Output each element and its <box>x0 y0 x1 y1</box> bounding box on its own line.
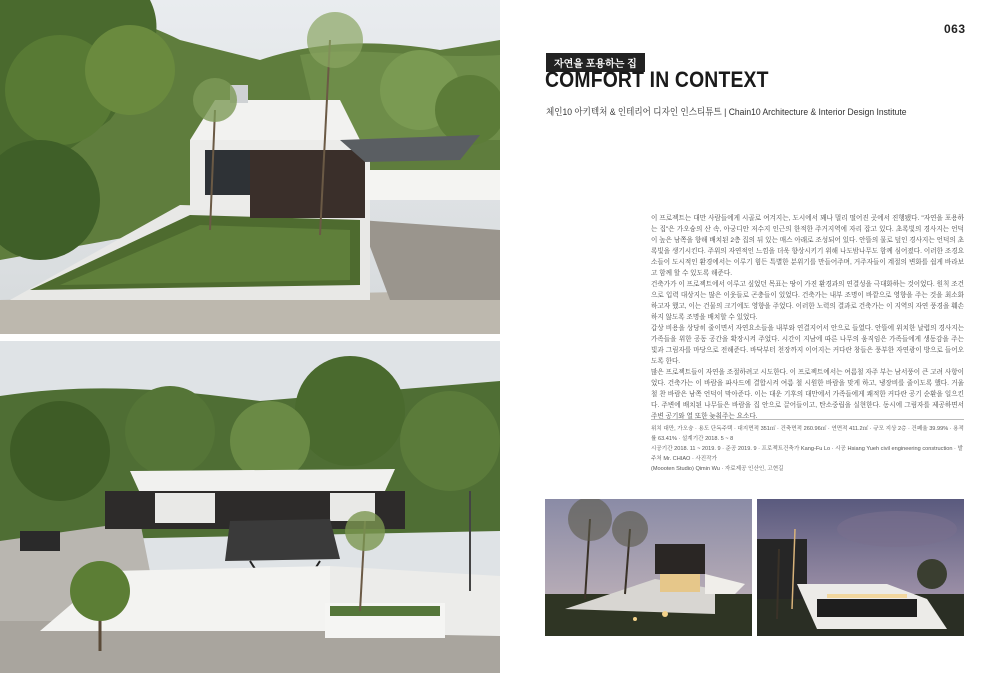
article-title: COMFORT IN CONTEXT <box>545 67 769 92</box>
project-info-line: 시공기간 2018. 11 ~ 2019. 9 · 준공 2019. 9 · 프로젝트건축가 Kang-Fu Lo · 시공 Hsiang Yueh civil engineering construction · 발주처 Mr. CHIAO · 사진작가 <box>651 446 963 462</box>
section-tag: 자연을 포용하는 집 <box>546 53 645 72</box>
article-body <box>651 213 964 422</box>
meta-divider <box>651 419 964 420</box>
dusk-photo-front <box>757 499 964 636</box>
dusk-photo-side <box>545 499 752 636</box>
article-subtitle: 체인10 아키텍처 & 인테리어 디자인 인스티튜트 | Chain10 Architecture & Interior Design Institute <box>546 107 907 118</box>
body-paragraph: 건축가가 이 프로젝트에서 이루고 싶었던 목표는 땅이 가진 환경과의 연결성을 극대화하는 것이었다. 원칙 조건으로 입력 대상지는 많은 이웃들로 곤충들이 있었다. 건축가는 내부 조명이 바깥으로 영향을 주는 것을 최소화하고자 했고, 이는 건물의 크기에도 영향을 주었다. 이러한 노력의 결과로 건축가는 이 지역의 자연 풍경을 훼손하지 않도록 조명을 배치할 수 있었다. <box>651 281 964 321</box>
project-info-line: (Moooten Studio) Qimin Wu · 자료제공 인산인, 고현길 <box>651 466 784 472</box>
body-paragraph: 많은 프로젝트들이 자연을 조절하려고 시도한다. 이 프로젝트에서는 여름철 자주 부는 남서풍이 큰 고려 사항이었다. 건축가는 이 바람을 파사드에 결합시켜 여름 철 시원한 바람을 맞게 하고, 냉장비를 줄이도록 했다. 거울철 찬 바람은 남쪽 언덕이 막아준다. 이는 대운 기후의 대만에서 가족들에게 쾌적한 커다란 공기 순환을 일으킨다. 주변에 배치된 나무들은 바람을 집 안으로 끌어들이고, 탄소중립을 실현한다. 동시에 그림자를 제공하면서 주변 공기와 열 또한 늦춰주는 요소다. <box>651 369 964 420</box>
bottom-house-photo <box>0 341 500 673</box>
top-house-photo <box>0 0 500 334</box>
body-paragraph: 이 프로젝트는 대만 사람들에게 시골로 여겨지는, 도시에서 꽤나 멀리 떨어진 곳에서 진행됐다. "자연을 포용하는 집"은 가오슝의 산 속, 아궁디안 저수지 인근의 한적한 주거지역에 자리 잡고 있다. 초록빛의 경사지는 언덕이 높은 남쪽을 향해 배치된 2층 집의 뒤 있는 매스 아래로 조성되어 있다. 안뜰의 물로 덮인 경사지는 언덕의 초록빛을 생기시킨다. 주위의 자연적인 느낌을 더욱 향상시키기 위해 나도밤나무도 함께 심어졌다. 이러한 조경요소들이 도시적인 환경에서는 이루기 힘든 특별한 분위기를 만들어주며, 거주자들이 계절의 변화를 쉽게 바라보고 함께 할 수 있도록 해준다. <box>651 215 964 277</box>
page-number: 063 <box>944 22 966 36</box>
project-info-line: 위치 대만, 가오슝 · 용도 단독주택 · 대지면적 351㎡ · 건축면적 260.96㎡ · 연면적 411.2㎡ · 규모 지상 2층 · 건폐율 39.99% · 용적률 63.41% · 설계기간 2018. 5 ~ 8 <box>651 426 964 442</box>
body-paragraph: 갑상 비용을 상당히 줄이면서 자연요소들을 내부와 연결지어서 안으로 들였다. 안뜰에 위치한 날렵의 경사지는 가족들을 위한 공동 공간을 확장시켜 주었다. 시간이 지남에 따른 나무의 움직임은 가족들에게 생동감을 주는 빛과 그림자를 마당으로 전해준다. 바닥부터 천장까지 이어지는 커다란 창들은 풍부한 자연광이 방으로 들어오도록 한다. <box>651 325 964 365</box>
project-info <box>651 424 964 474</box>
